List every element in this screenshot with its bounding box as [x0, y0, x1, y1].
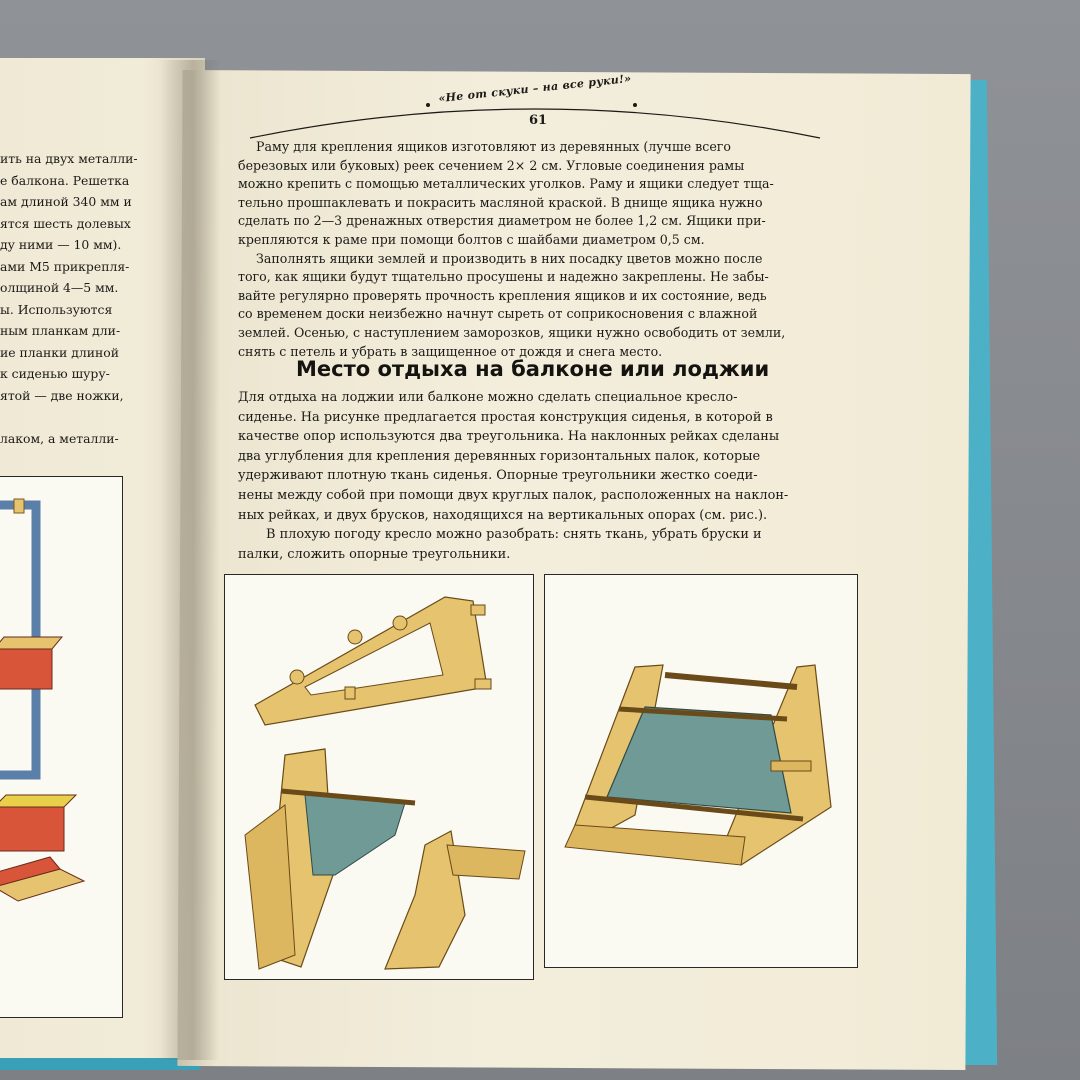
- text-line: тельно прошпаклевать и покрасить масляной краской. В днище ящика нужно: [238, 194, 763, 210]
- figure-seat-parts: [224, 574, 534, 980]
- paragraph-window-boxes: [238, 138, 828, 361]
- running-head: «Не от скуки – на все руки!»: [437, 71, 632, 106]
- assembled-seat-illustration: [545, 575, 857, 967]
- window-box-illustration: [0, 477, 122, 1017]
- text-line: того, как ящики будут тщательно просушены и надежно закреплены. Не забы-: [238, 269, 769, 285]
- text-line: ных рейках, и двух брусков, находящихся на вертикальных опорах (см. рис.).: [238, 507, 768, 523]
- text-line: вайте регулярно проверять прочность крепления ящиков и их состояние, ведь: [238, 287, 767, 303]
- text-line: Заполнять ящики землей и производить в них посадку цветов можно после: [256, 250, 763, 266]
- page-number: 61: [529, 113, 548, 128]
- text-line: со временем доски неизбежно начнут сыреть от соприкосновения с влажной: [238, 306, 758, 322]
- left-line: лаком, а металли-: [0, 430, 119, 446]
- text-line: березовых или буковых) реек сечением 2× 2 см. Угловые соединения рамы: [238, 157, 745, 173]
- left-line: е балкона. Решетка: [0, 172, 130, 188]
- left-line: ие планки длиной: [0, 344, 119, 360]
- text-line: сиденье. На рисунке предлагается простая конструкция сиденья, в которой в: [238, 409, 773, 425]
- paragraph-balcony-seat: [238, 388, 828, 564]
- left-line: [0, 406, 165, 428]
- text-line: снять с петель и убрать в защищенное от дождя и снега место.: [238, 343, 663, 359]
- left-line: олщиной 4—5 мм.: [0, 280, 119, 295]
- left-line: ы. Используются: [0, 301, 113, 317]
- text-line: крепляются к раме при помощи болтов с шайбами диаметром 0,5 см.: [238, 231, 705, 247]
- left-line: [0, 449, 165, 471]
- text-line: два углубления для крепления деревянных горизонтальных палок, которые: [238, 448, 761, 464]
- text-line: Для отдыха на лоджии или балконе можно сделать специальное кресло-: [238, 390, 738, 405]
- left-figure-window-box: [0, 476, 123, 1018]
- left-line: ить на двух металли-: [0, 151, 138, 166]
- text-line: Раму для крепления ящиков изготовляют из деревянных (лучше всего: [256, 139, 731, 154]
- text-line: удерживают плотную ткань сиденья. Опорные треугольники жестко соеди-: [238, 468, 758, 484]
- left-line: ятой — две ножки,: [0, 387, 124, 403]
- text-line: нены между собой при помощи двух круглых палок, расположенных на наклон-: [238, 487, 789, 503]
- text-line: можно крепить с помощью металлических уголков. Раму и ящики следует тща-: [238, 176, 774, 192]
- left-line: к сиденью шуру-: [0, 366, 110, 381]
- text-line: В плохую погоду кресло можно разобрать: снять ткань, убрать бруски и: [266, 527, 762, 543]
- figure-assembled-seat: [544, 574, 858, 968]
- left-line: ду ними — 10 мм).: [0, 237, 122, 252]
- book-gutter: [160, 60, 220, 1060]
- seat-parts-illustration: [225, 575, 533, 979]
- left-line: ным планкам дли-: [0, 323, 121, 338]
- left-line: ятся шесть долевых: [0, 215, 131, 231]
- section-title: Место отдыха на балконе или лоджии: [296, 357, 770, 381]
- header-ornament: [240, 60, 830, 150]
- left-line: ам длиной 340 мм и: [0, 194, 132, 209]
- text-line: землей. Осенью, с наступлением заморозков, ящики нужно освободить от земли,: [238, 324, 786, 340]
- text-line: палки, сложить опорные треугольники.: [238, 546, 511, 562]
- text-line: качестве опор используются два треугольника. На наклонных рейках сделаны: [238, 429, 780, 445]
- text-line: сделать по 2—3 дренажных отверстия диаметром не более 1,2 см. Ящики при-: [238, 213, 766, 229]
- left-line: ами М5 прикрепля-: [0, 258, 130, 274]
